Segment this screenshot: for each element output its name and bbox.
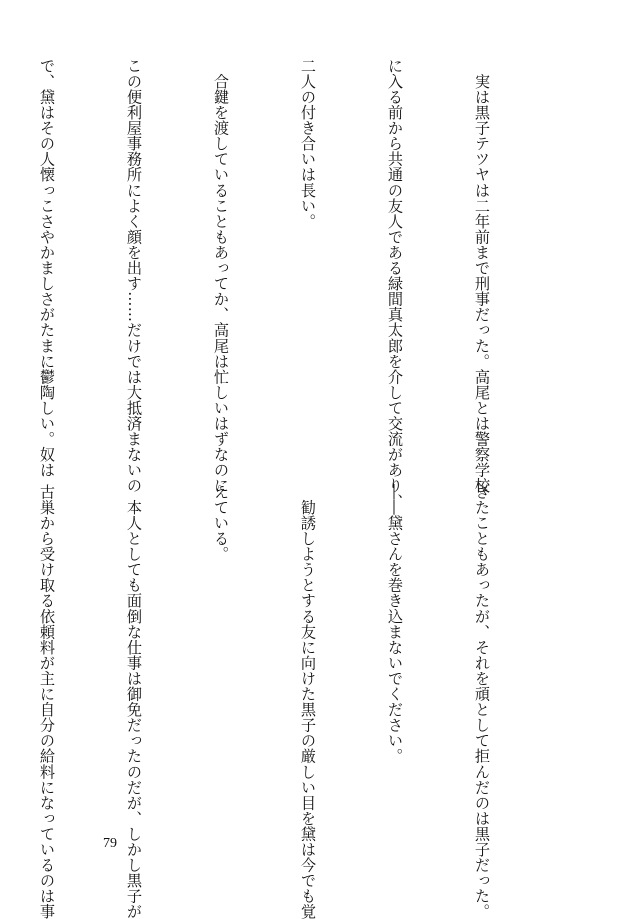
text-line: に入る前から共通の友人である緑間真太郎を介して交流があり、 xyxy=(386,58,404,509)
text-line: 合鍵を渡していることもあってか、高尾は忙しいはずなのに xyxy=(212,58,230,494)
text-line: ――黛さんを巻き込まないでください。 xyxy=(386,484,404,764)
page-number: 79 xyxy=(103,836,117,851)
text-line: 古巣から受け取る依頼料が主に自分の給料になっているのは事 xyxy=(38,484,56,919)
lower-text-block xyxy=(38,484,554,919)
upper-text-block xyxy=(38,58,554,509)
text-line: きたこともあったが、それを頑として拒んだのは黒子だった。 xyxy=(473,484,491,919)
text-line: で、黛はその人懐っこさやかましさがたまに鬱陶しい。奴は xyxy=(38,58,56,478)
text-line: 二人の付き合いは長い。 xyxy=(299,58,317,230)
text-line: 勧誘しようとする友に向けた黒子の厳しい目を黛は今でも覚 xyxy=(299,484,317,919)
text-line: この便利屋事務所によく顔を出す……だけでは大抵済まないの xyxy=(125,58,143,494)
text-line: えている。 xyxy=(212,484,230,562)
text-line: 本人としても面倒な仕事は御免だったのだが、しかし黒子が xyxy=(125,484,143,919)
text-line: 実は黒子テツヤは二年前まで刑事だった。高尾とは警察学校 xyxy=(473,58,491,494)
